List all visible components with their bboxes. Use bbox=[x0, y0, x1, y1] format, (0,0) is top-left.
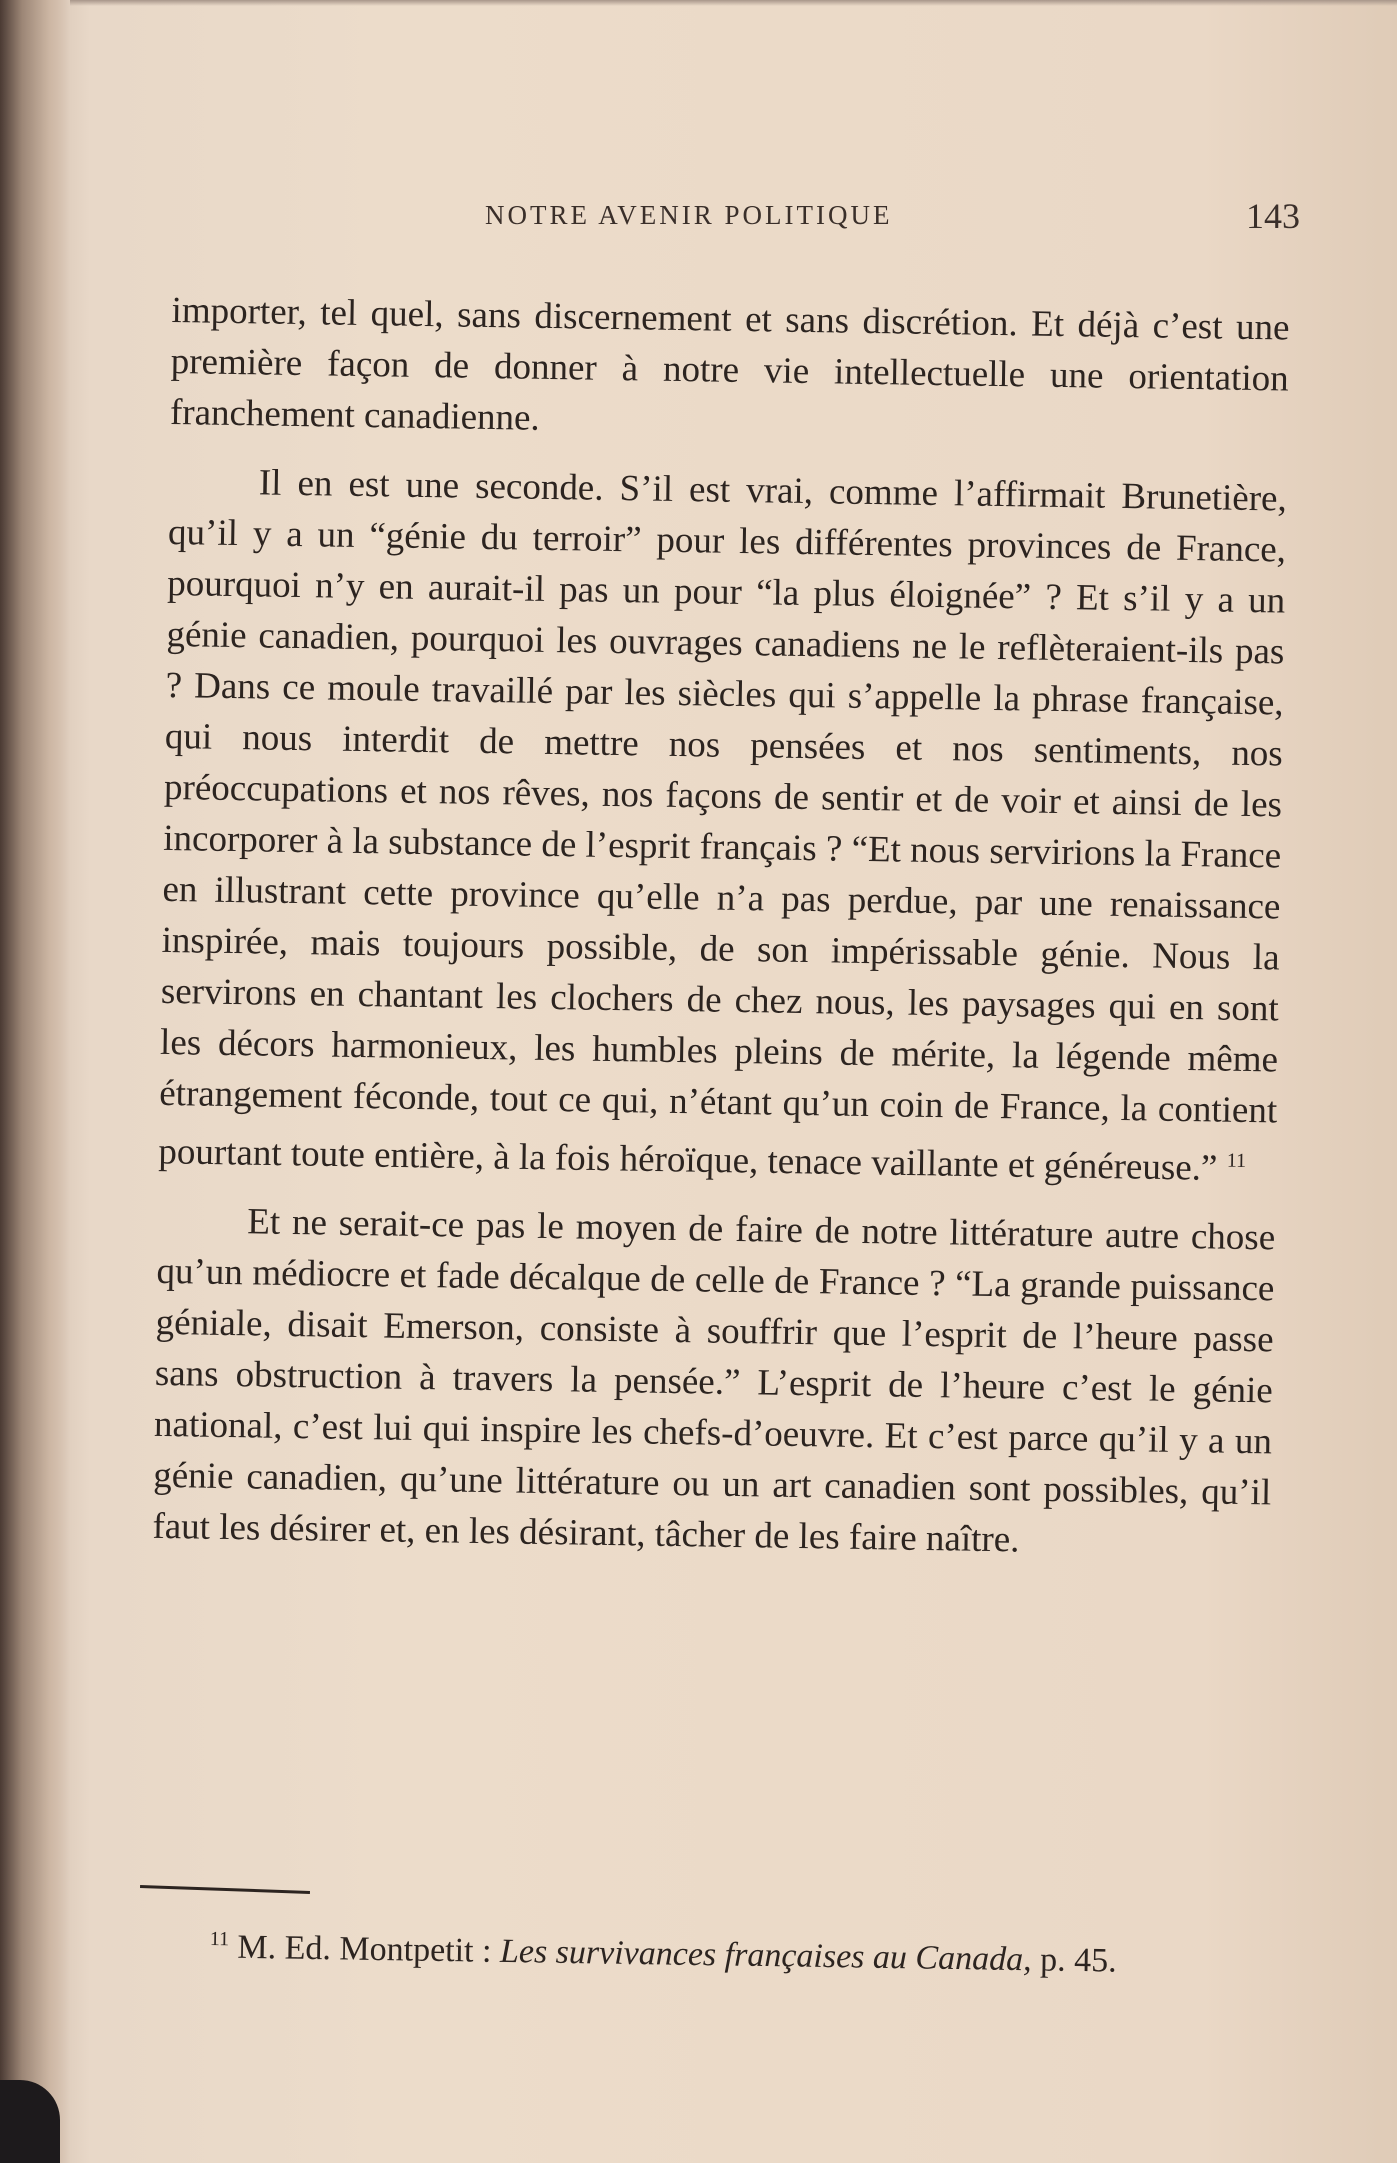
footnote-page: p. 45. bbox=[1039, 1941, 1117, 1980]
footnote-divider bbox=[140, 1885, 310, 1894]
paragraph-2-text: Il en est une seconde. S’il est vrai, comme l’affirmait Brunetière, qu’il y a un “génie du terroir” pour les différentes provinces de France, pourquoi n’y en aurait-il pas un pour “la plus éloignée” ? Et s’il y a un génie canadien, pourquoi les ouvrages canadiens ne le reflèteraient-ils pas ? Dans ce moule travaillé par les siècles qui s’appelle la phrase française, qui nous interdit de mettre nos pensées et nos sentiments, nos préoccupations et nos rêves, nos façons de sentir et de voir et ainsi de les incorporer à la substance de l’esprit français ? “Et nous servirions la France en illustrant cette province qu’elle n’a pas perdue, par une renaissance inspirée, mais toujours possible, de son impérissable génie. Nous la servirons en chantant les clochers de chez nous, les paysages qui en sont les décors harmonieux, les humbles pleins de mérite, la légende même étrangement féconde, tout ce qui, n’étant qu’un coin de France, la contient pourtant toute entière, à la fois héroïque, tenace vaillante et généreuse.” bbox=[158, 462, 1288, 1189]
page-top-edge bbox=[70, 0, 1397, 6]
page-header bbox=[150, 195, 1300, 255]
footnote-work-title: Les survivances françaises au Canada, bbox=[499, 1932, 1032, 1979]
footnote-number: 11 bbox=[209, 1928, 230, 1951]
footnote-author: M. Ed. Montpetit : bbox=[237, 1928, 492, 1970]
paragraph-3: Et ne serait-ce pas le moyen de faire de notre littérature autre chose qu’un médiocre et fade décalque de celle de France ? “La grande puissance géniale, disait Emerson, consiste à souffrir que l’esprit de l’heure passe sans obstruction à travers la pensée.” L’esprit de l’heure c’est le génie national, c’est lui qui inspire les chefs-d’oeuvre. Et c’est parce qu’il y a un génie canadien, qu’une littérature ou un art canadien sont possibles, qu’il faut les désirer et, en les désirant, tâcher de les faire naître. bbox=[152, 1201, 1276, 1561]
body-text bbox=[152, 285, 1290, 1588]
footnote-reference: 11 bbox=[1226, 1149, 1247, 1172]
binding-gutter-shadow bbox=[0, 0, 70, 2163]
paragraph-2 bbox=[158, 456, 1287, 1195]
page-number: 143 bbox=[1246, 196, 1300, 236]
running-title: NOTRE AVENIR POLITIQUE bbox=[485, 200, 893, 230]
footnote bbox=[209, 1928, 1259, 1983]
paragraph-1: importer, tel quel, sans discernement et sans discrétion. Et déjà c’est une première façon de donner à notre vie intellectuelle une orientation franchement canadienne. bbox=[169, 289, 1290, 439]
